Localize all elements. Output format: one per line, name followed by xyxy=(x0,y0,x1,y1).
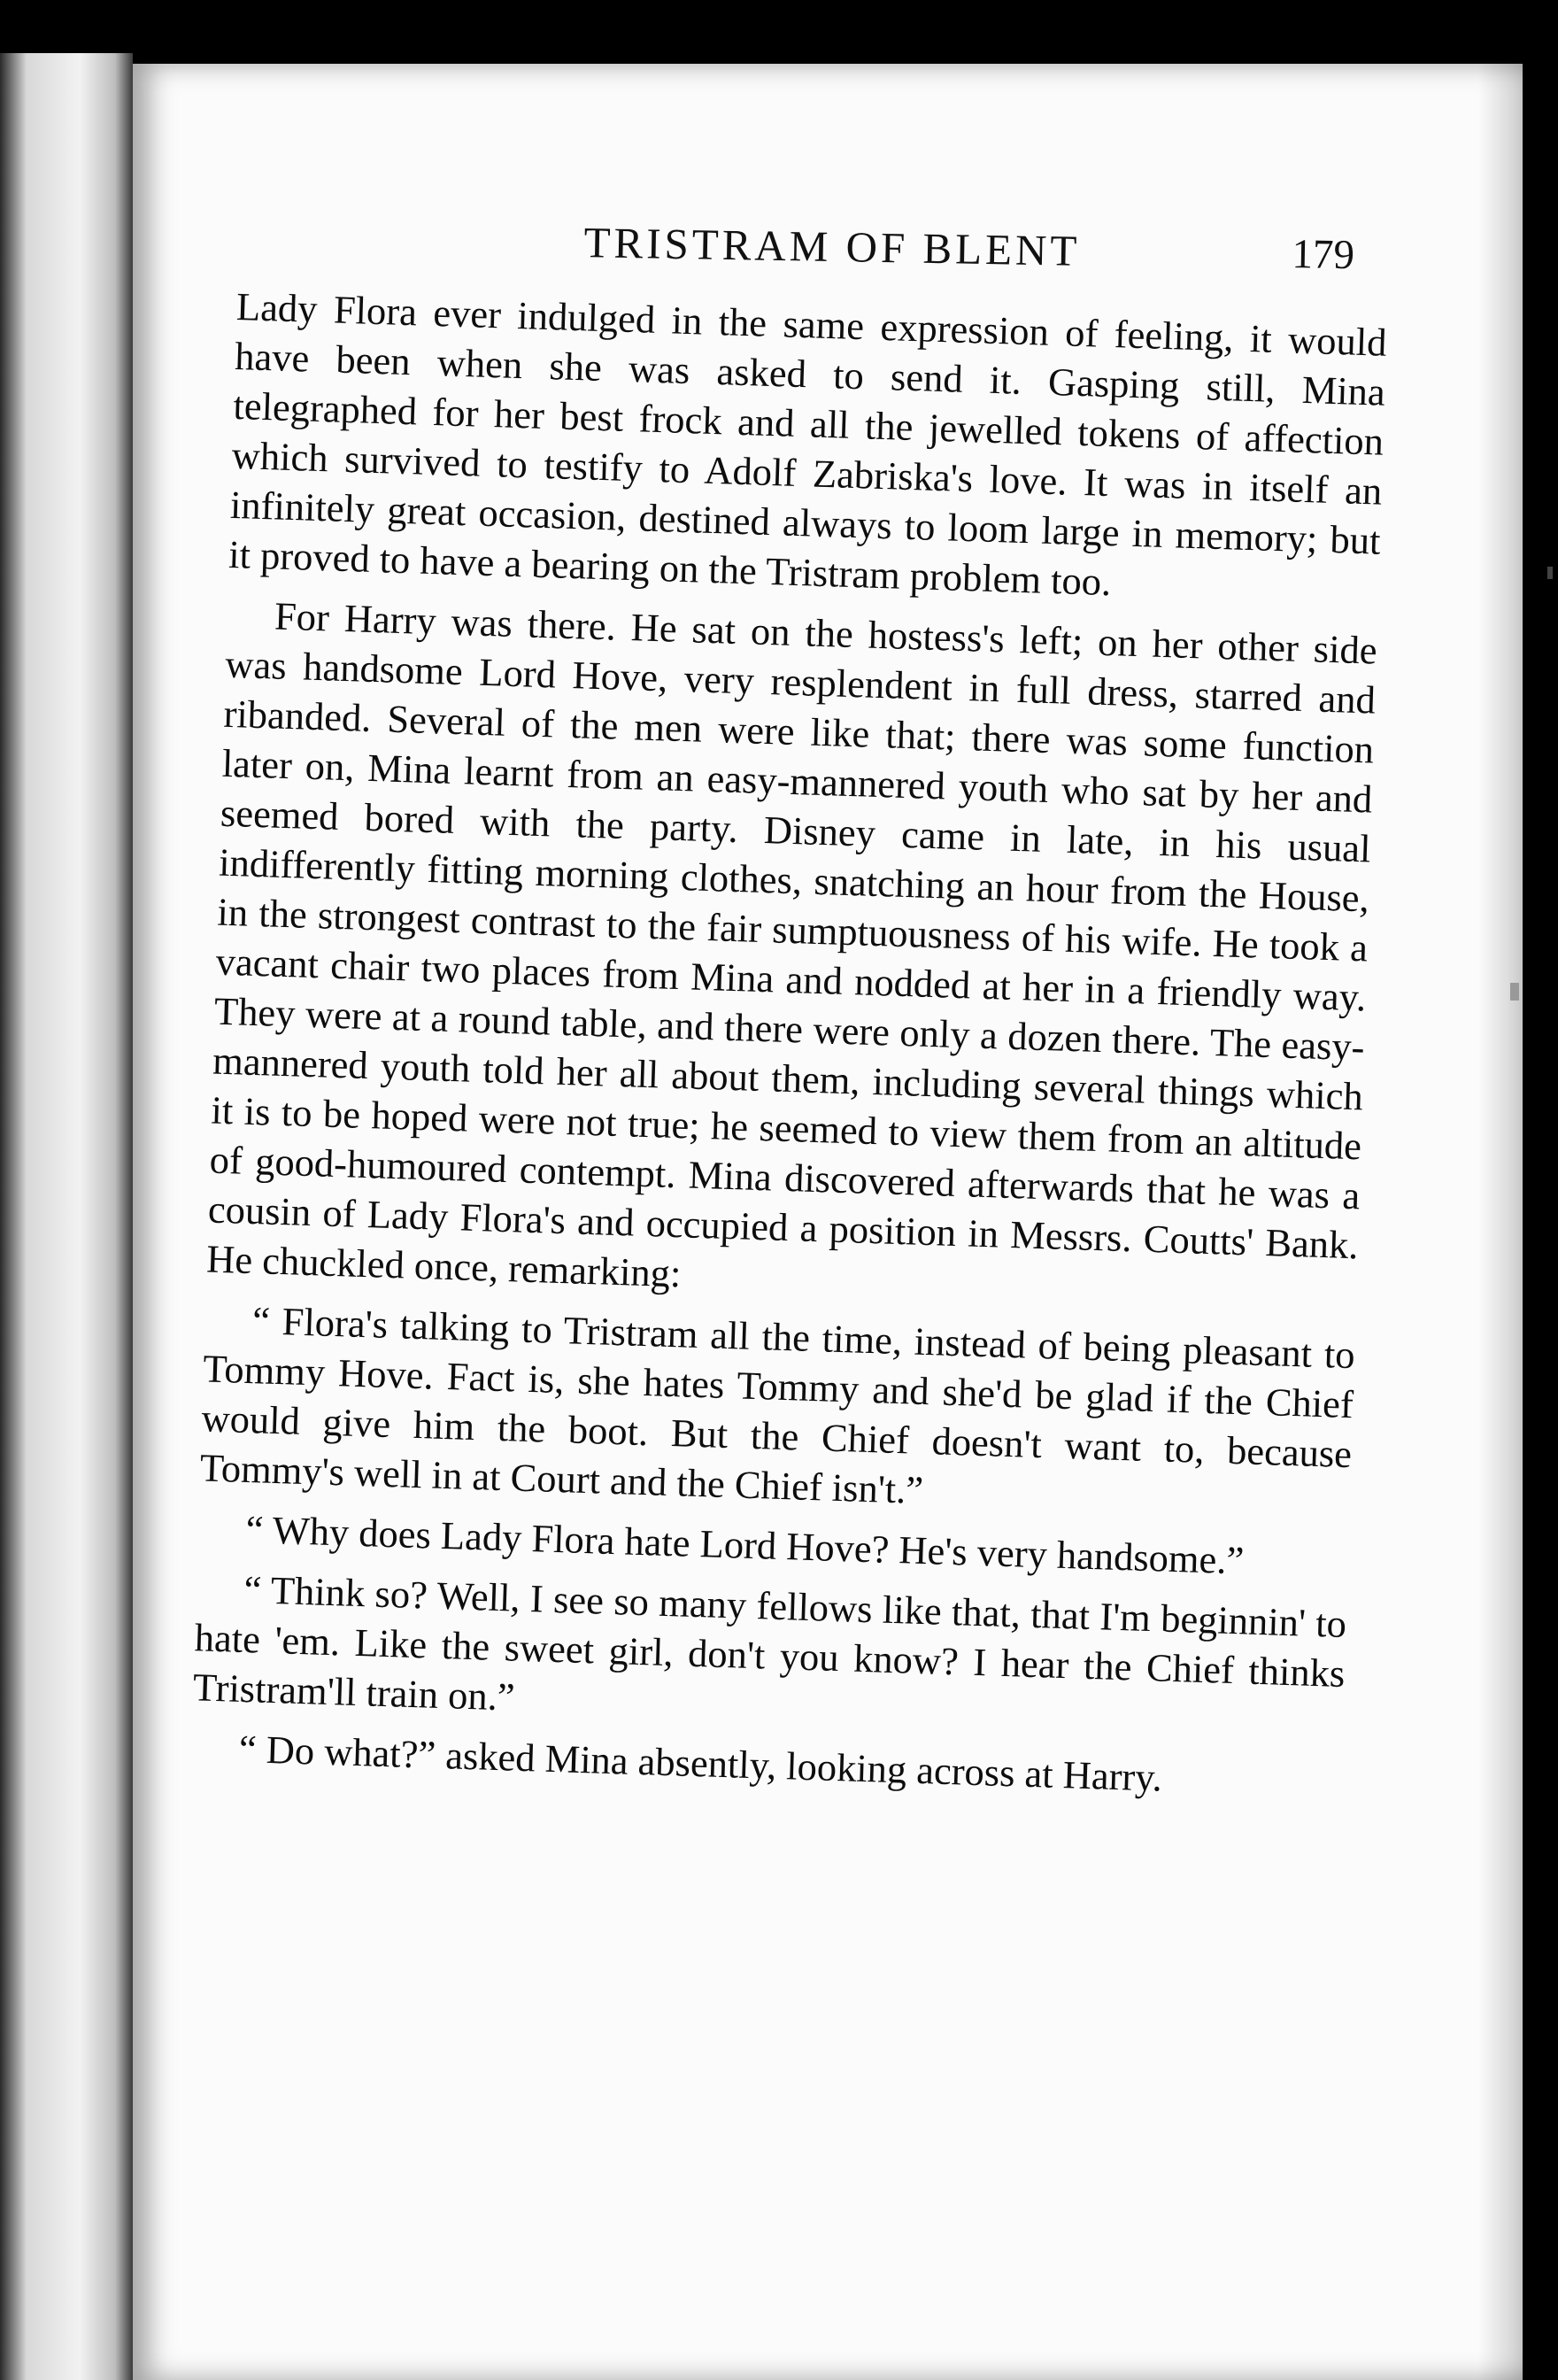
scan-mark xyxy=(1510,983,1519,1001)
page-edge-shadow xyxy=(1478,64,1523,2380)
paragraph: Lady Flora ever indulged in the same expression of feeling, it would have been when she was asked to send it. Gasping still, Mina telegraphed for her best frock and all the jewelled tokens of affection which survived to testify to Adolf Zabriska's love. It was in itself an infinitely great occasion, destined always to loom large in memory; but it proved to have a bearing on the Tristram problem too. xyxy=(228,283,1388,605)
paragraph: “ Flora's talking to Tristram all the time, instead of being pleasant to Tommy Hove. Fact is, she hates Tommy and she'd be glad if the Chief would give him the boot. But the Chief doesn't want to, because Tommy's well in at Court and the Chief isn't.” xyxy=(199,1298,1356,1513)
paragraph: “ Think so? Well, I see so many fellows like that, that I'm beginnin' to hate 'em. Like the sweet girl, don't you know? I hear the Chief thinks Tristram'll train on.” xyxy=(192,1566,1347,1719)
paragraph: For Harry was there. He sat on the hostess's left; on her other side was handsome Lord Hove, very resplendent in full dress, starred and ribanded. Several of the men were like that; there was some function later on, Mina learnt from an easy-mannered youth who sat by her and seemed bored with the party. Disney came in late, in his usual indifferently fitting morning clothes, snatching an hour from the House, in the strongest contrast to the fair sumptuousness of his wife. He took a vacant chair two places from Mina and nodded at her in a friendly way. They were at a round table, and there were only a dozen there. The easy-mannered youth told her all about them, including several things which it is to be hoped were not true; he seemed to view them from an altitude of good-humoured contempt. Mina discovered afterwards that he was a cousin of Lady Flora's and occupied a position in Messrs. Coutts' Bank. He chuckled once, remarking: xyxy=(205,593,1378,1296)
running-head: TRISTRAM OF BLENT xyxy=(583,218,1081,275)
left-page-edge xyxy=(0,53,133,2380)
paragraph: “ Do what?” asked Mina absently, looking across at Harry. xyxy=(238,1726,1163,1800)
paragraph: “ Why does Lady Flora hate Lord Hove? He's very handsome.” xyxy=(244,1507,1245,1583)
body-text xyxy=(190,282,1387,1808)
scan-mark xyxy=(1547,567,1553,579)
book-page xyxy=(133,64,1523,2380)
page-number: 179 xyxy=(1292,230,1355,279)
